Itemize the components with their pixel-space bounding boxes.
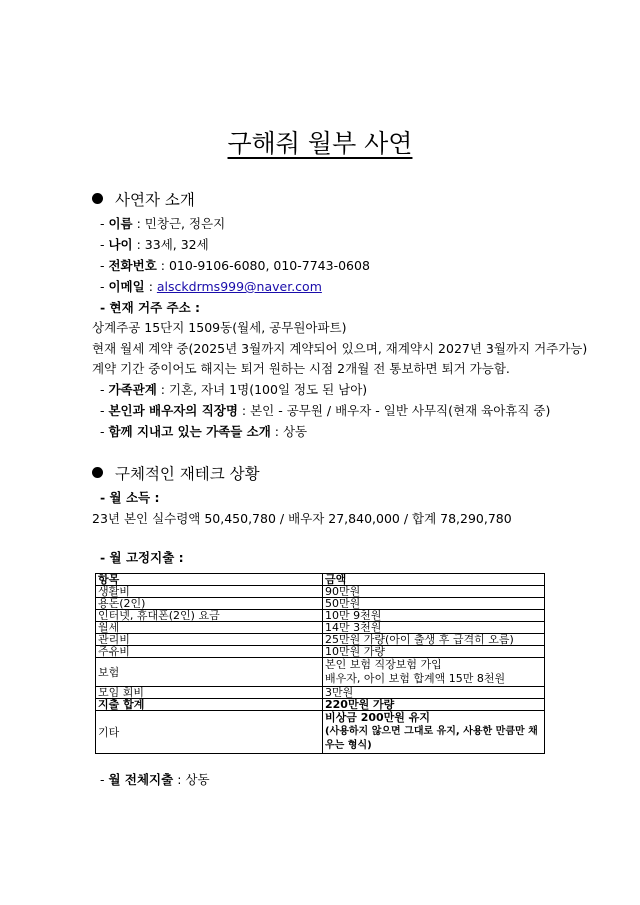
other-line-1: 비상금 200만원 유지 xyxy=(325,711,431,724)
phone-label: 전화번호 xyxy=(108,258,157,273)
job-value: : 본인 - 공무원 / 배우자 - 일반 사무직(현재 육아휴직 중) xyxy=(237,403,551,418)
table-header-row xyxy=(96,574,545,586)
row-item: 지출 합계 xyxy=(96,699,323,711)
address-label-line: - 현재 거주 주소 : xyxy=(100,300,201,315)
row-amount: 14만 3천원 xyxy=(323,622,545,634)
email-line: - 이메일 : alsckdrms999@naver.com xyxy=(100,279,322,294)
row-item: 용돈(2인) xyxy=(96,598,323,610)
section-heading-text: 구체적인 재테크 상황 xyxy=(115,465,260,483)
table-row-insurance xyxy=(96,658,545,687)
table-row-total xyxy=(96,699,545,711)
row-amount: 50만원 xyxy=(323,598,545,610)
job-line: - 본인과 배우자의 직장명 : 본인 - 공무원 / 배우자 - 일반 사무직(현재 육아휴직 중) xyxy=(100,403,551,418)
fixed-expense-label: 월 고정지출 : xyxy=(109,550,184,565)
fixed-expense-label-line: - 월 고정지출 : xyxy=(100,550,184,565)
phone-value: : 010-9106-6080, 010-7743-0608 xyxy=(156,258,370,273)
email-link[interactable]: alsckdrms999@naver.com xyxy=(156,279,322,294)
email-separator: : xyxy=(144,279,157,294)
income-label: 월 소득 : xyxy=(109,490,160,505)
members-line: - 함께 지내고 있는 가족들 소개 : 상동 xyxy=(100,424,308,439)
table-row xyxy=(96,687,545,699)
members-label: 함께 지내고 있는 가족들 소개 xyxy=(108,424,271,439)
name-value: : 민창근, 정은지 xyxy=(132,216,226,231)
insurance-line-2: 배우자, 아이 보험 합계액 15만 8천원 xyxy=(325,672,506,685)
address-line-2: 현재 월세 계약 중(2025년 3월까지 계약되어 있으며, 재계약시 2027년 3월까지 거주가능) xyxy=(92,341,588,356)
total-spend-value: : 상동 xyxy=(173,772,210,787)
row-amount: 90만원 xyxy=(323,586,545,598)
row-amount xyxy=(323,711,545,754)
name-line: - 이름 : 민창근, 정은지 xyxy=(100,216,226,231)
insurance-line-1: 본인 보험 직장보험 가입 xyxy=(325,658,442,671)
address-line-3: 계약 기간 중이어도 해지는 퇴거 원하는 시점 2개월 전 통보하면 퇴거 가능함. xyxy=(92,361,510,376)
age-label: 나이 xyxy=(108,237,133,252)
row-item: 주유비 xyxy=(96,646,323,658)
address-label: 현재 거주 주소 : xyxy=(109,300,201,315)
age-line: - 나이 : 33세, 32세 xyxy=(100,237,209,252)
section-heading-finance xyxy=(92,462,260,484)
bullet-icon xyxy=(92,467,103,478)
row-item: 월세 xyxy=(96,622,323,634)
header-item: 항목 xyxy=(96,574,323,586)
section-heading-intro xyxy=(92,188,195,210)
phone-line: - 전화번호 : 010-9106-6080, 010-7743-0608 xyxy=(100,258,370,273)
row-amount: 10만원 가량 xyxy=(323,646,545,658)
total-spend-line: - 월 전체지출 : 상동 xyxy=(100,772,210,787)
row-amount: 3만원 xyxy=(323,687,545,699)
other-line-2: (사용하지 않으면 그대로 유지, 사용한 만큼만 채우는 형식) xyxy=(325,726,538,751)
row-item: 모임 회비 xyxy=(96,687,323,699)
table-row xyxy=(96,634,545,646)
family-line: - 가족관계 : 기혼, 자녀 1명(100일 정도 된 남아) xyxy=(100,382,368,397)
header-amount: 금액 xyxy=(323,574,545,586)
name-label: 이름 xyxy=(108,216,133,231)
table-row xyxy=(96,646,545,658)
row-item: 관리비 xyxy=(96,634,323,646)
page-title: 구해줘 월부 사연 xyxy=(227,129,413,158)
row-amount: 25만원 가량(아이 출생 후 급격히 오름) xyxy=(323,634,545,646)
income-value: 23년 본인 실수령액 50,450,780 / 배우자 27,840,000 / 합계 78,290,780 xyxy=(92,511,512,526)
bullet-icon xyxy=(92,193,103,204)
members-value: : 상동 xyxy=(270,424,308,439)
total-spend-label: 월 전체지출 xyxy=(108,772,174,787)
row-amount: 10만 9천원 xyxy=(323,610,545,622)
table-row xyxy=(96,586,545,598)
income-label-line: - 월 소득 : xyxy=(100,490,160,505)
table-row xyxy=(96,622,545,634)
row-item: 생활비 xyxy=(96,586,323,598)
row-amount: 220만원 가량 xyxy=(323,699,545,711)
row-amount xyxy=(323,658,545,687)
family-label: 가족관계 xyxy=(108,382,157,397)
table-row xyxy=(96,610,545,622)
address-line-1: 상계주공 15단지 1509동(월세, 공무원아파트) xyxy=(92,320,347,335)
age-value: : 33세, 32세 xyxy=(132,237,209,252)
section-heading-text: 사연자 소개 xyxy=(115,191,195,209)
row-item: 인터넷, 휴대폰(2인) 요금 xyxy=(96,610,323,622)
row-item: 기타 xyxy=(96,711,323,754)
email-label: 이메일 xyxy=(108,279,145,294)
row-item: 보험 xyxy=(96,658,323,687)
table-row-other xyxy=(96,711,545,754)
family-value: : 기혼, 자녀 1명(100일 정도 된 남아) xyxy=(156,382,368,397)
job-label: 본인과 배우자의 직장명 xyxy=(108,403,238,418)
fixed-expense-table xyxy=(95,573,545,754)
table-row xyxy=(96,598,545,610)
